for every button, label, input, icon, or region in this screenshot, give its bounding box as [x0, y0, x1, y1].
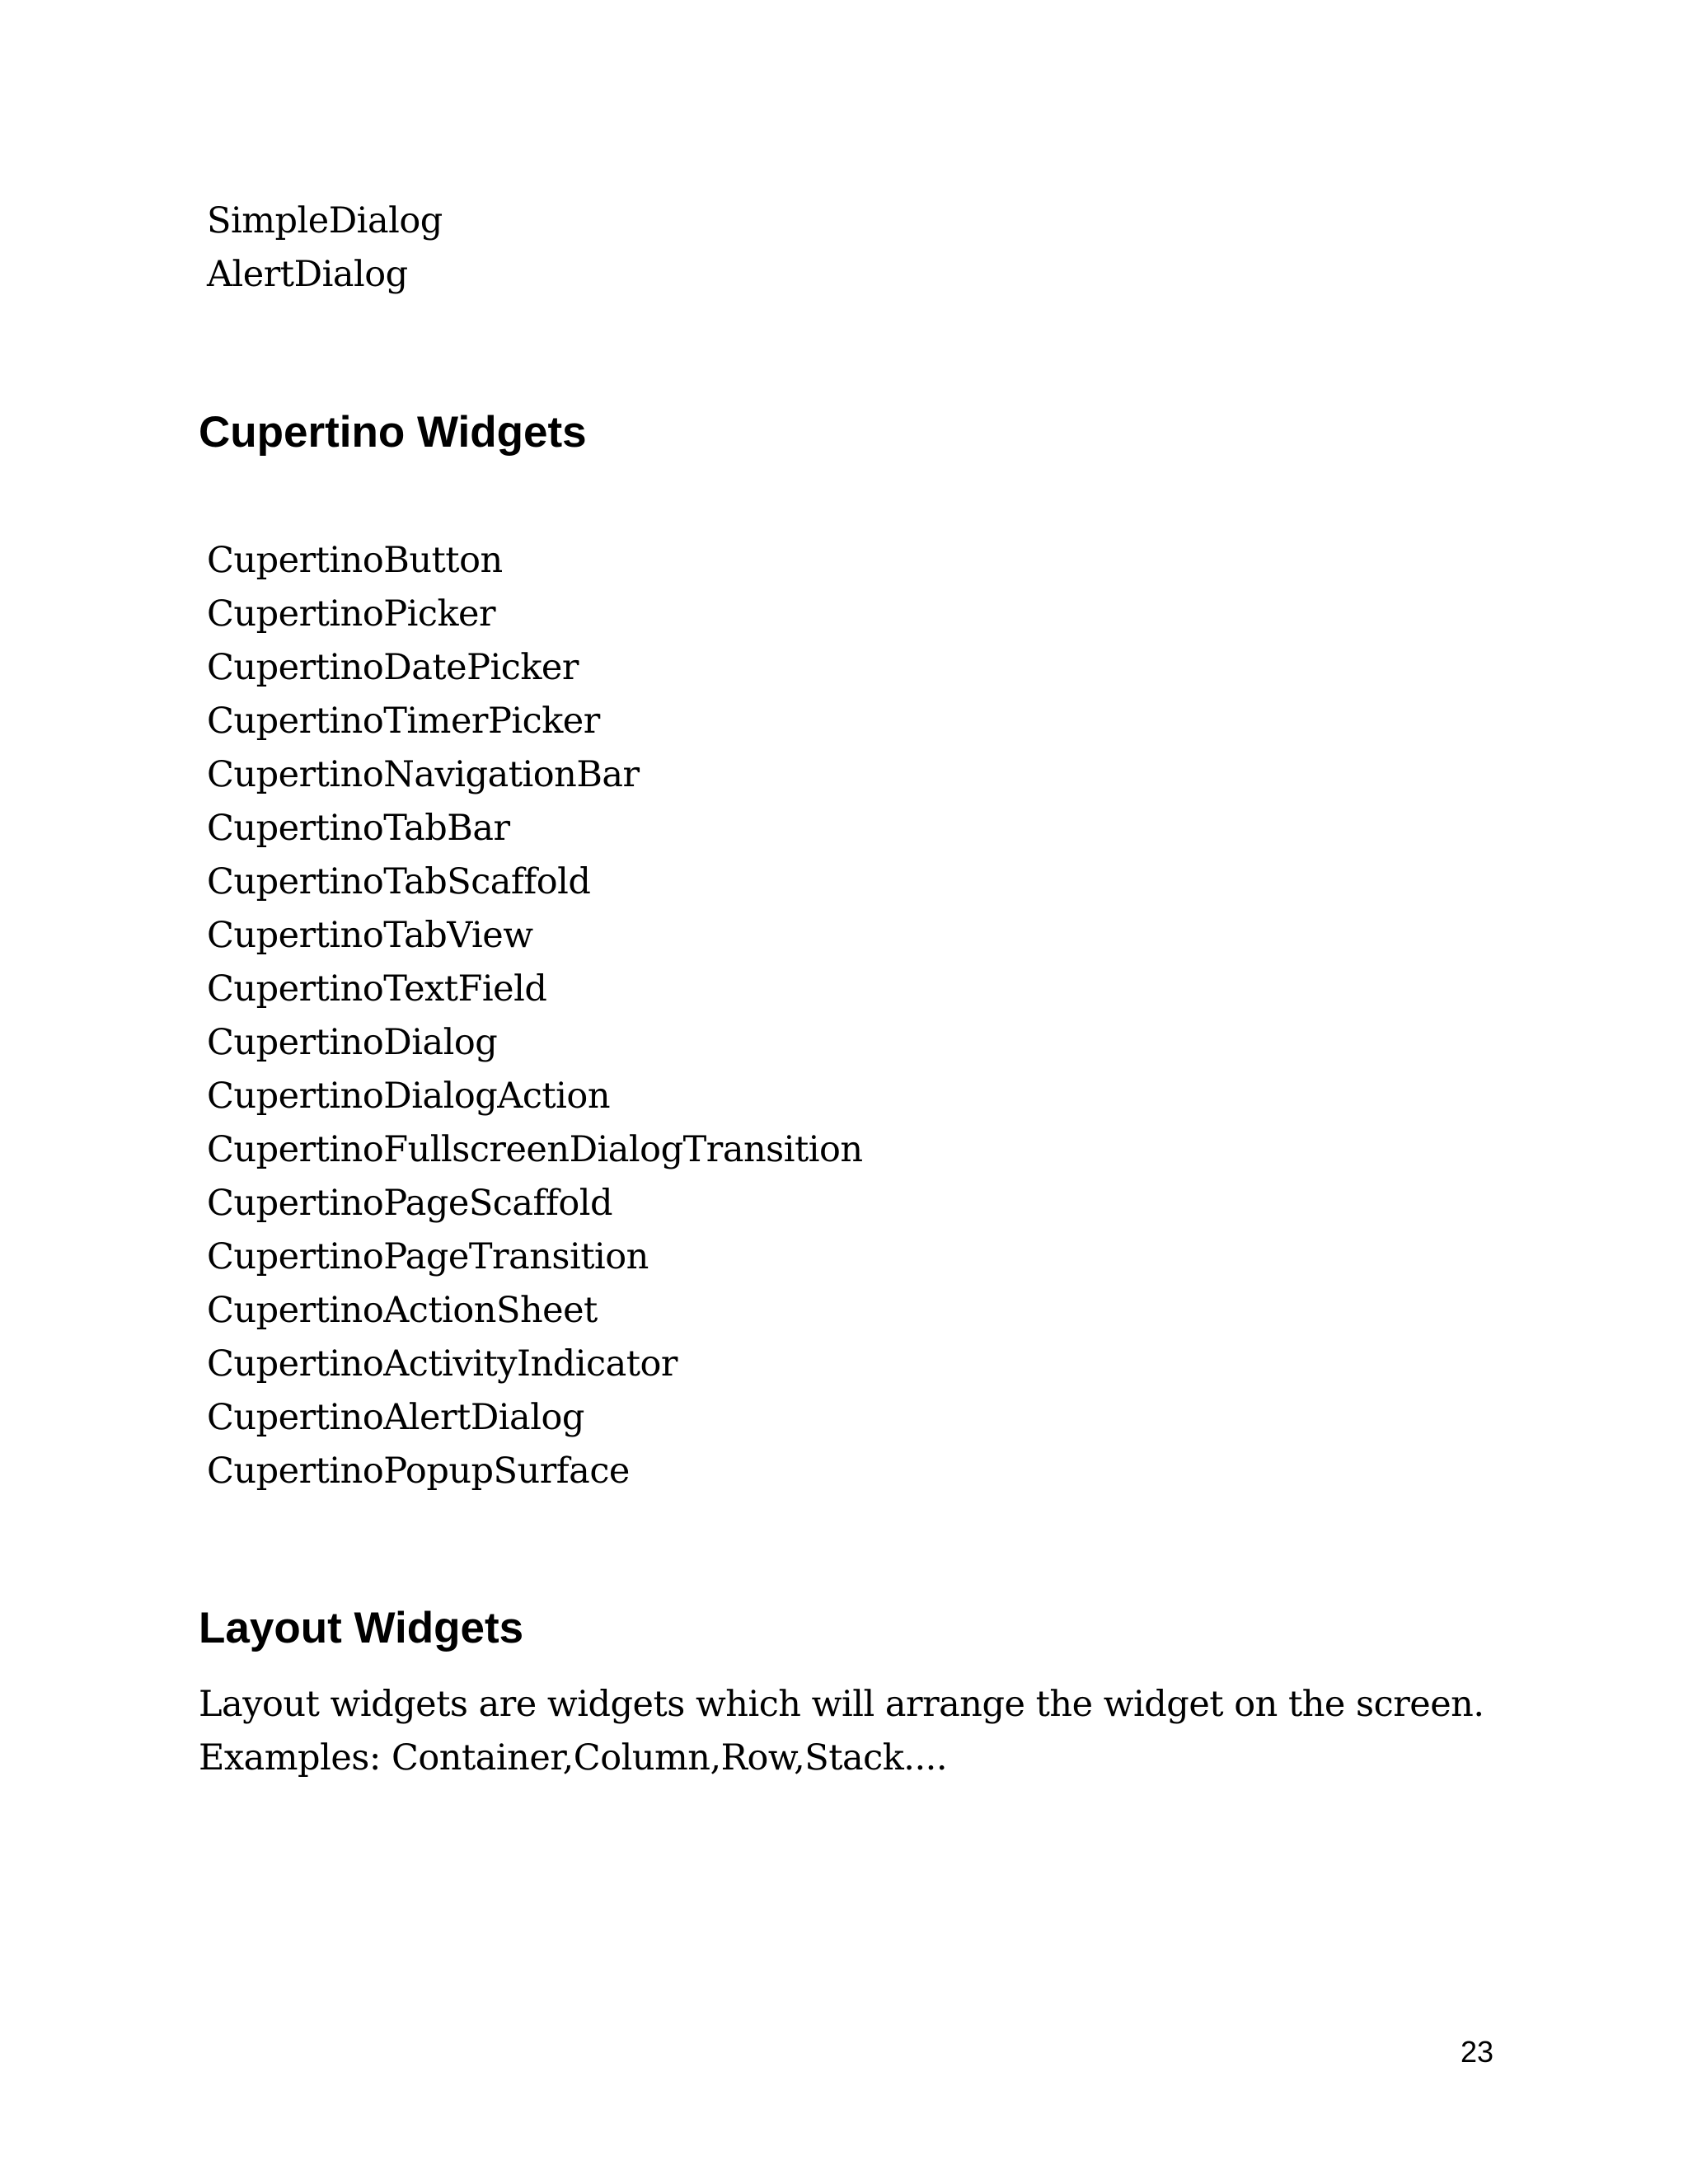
list-item: CupertinoDialogAction — [207, 1076, 611, 1117]
list-item: CupertinoActivityIndicator — [207, 1343, 678, 1385]
list-item: CupertinoTabBar — [207, 808, 510, 849]
list-item: CupertinoTabScaffold — [207, 861, 591, 902]
list-item: CupertinoButton — [207, 540, 503, 581]
list-item: CupertinoPicker — [207, 593, 496, 635]
list-item: CupertinoActionSheet — [207, 1290, 598, 1331]
list-item: CupertinoTabView — [207, 915, 533, 956]
dialog-widget-list — [207, 194, 443, 302]
page-number: 23 — [1460, 2035, 1493, 2069]
paragraph-line: Layout widgets are widgets which will arrange the widget on the screen. — [199, 1684, 1484, 1725]
list-item: CupertinoFullscreenDialogTransition — [207, 1129, 863, 1170]
cupertino-widget-list — [207, 534, 863, 1498]
cupertino-widgets-heading: Cupertino Widgets — [199, 408, 587, 457]
paragraph-line: Examples: Container,Column,Row,Stack.... — [199, 1737, 947, 1779]
list-item: AlertDialog — [207, 254, 408, 295]
list-item: CupertinoTextField — [207, 968, 547, 1010]
list-item: CupertinoPageTransition — [207, 1236, 649, 1277]
list-item: CupertinoNavigationBar — [207, 754, 640, 795]
layout-widgets-heading: Layout Widgets — [199, 1604, 524, 1652]
list-item: CupertinoTimerPicker — [207, 701, 600, 742]
list-item: SimpleDialog — [207, 200, 443, 241]
list-item: CupertinoDialog — [207, 1022, 498, 1063]
layout-widgets-paragraph — [199, 1678, 1484, 1785]
list-item: CupertinoPageScaffold — [207, 1183, 613, 1224]
list-item: CupertinoAlertDialog — [207, 1397, 584, 1438]
list-item: CupertinoDatePicker — [207, 647, 579, 688]
list-item: CupertinoPopupSurface — [207, 1451, 630, 1492]
